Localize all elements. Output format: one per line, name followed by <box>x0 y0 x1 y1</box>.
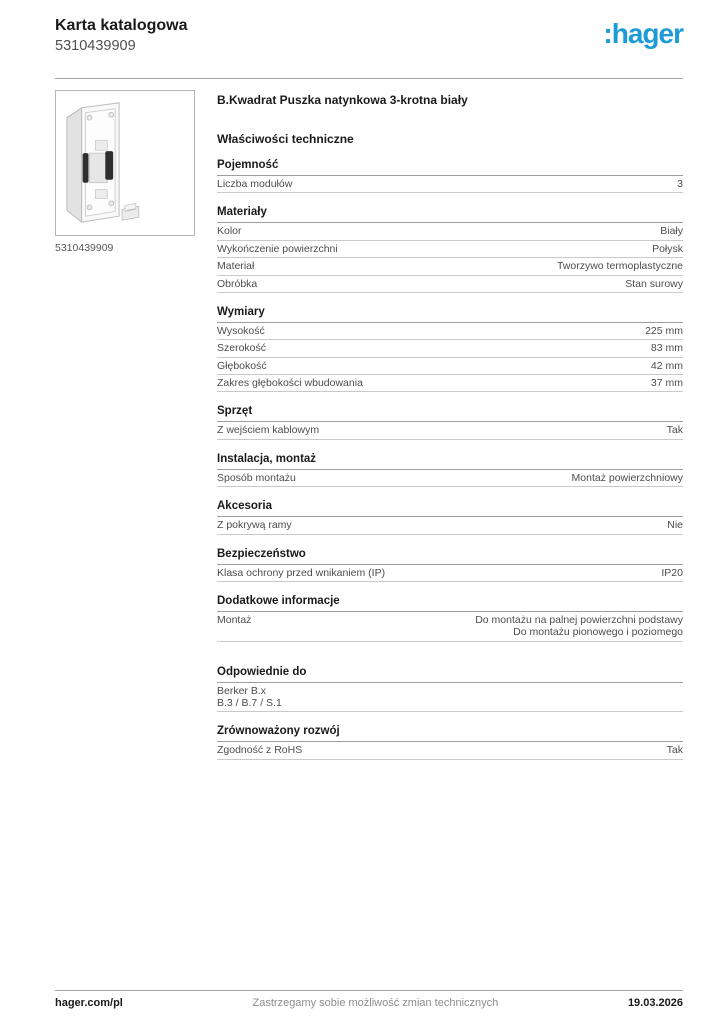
spec-value: IP20 <box>661 566 683 579</box>
footer-divider <box>55 990 683 991</box>
spec-row <box>217 517 683 534</box>
spec-value: 37 mm <box>650 377 683 389</box>
spec-value: Nie <box>667 519 683 532</box>
document-type-title: Karta katalogowa <box>55 17 188 34</box>
spec-value: Tak <box>666 744 683 757</box>
product-image <box>55 90 195 236</box>
spec-section <box>217 666 683 713</box>
spec-section-title: Odpowiednie do <box>217 666 683 683</box>
product-image-caption: 5310439909 <box>55 242 114 254</box>
spec-sections <box>217 159 683 760</box>
technical-properties-heading: Właściwości techniczne <box>217 132 354 146</box>
spec-row <box>217 358 683 375</box>
spec-row <box>217 276 683 293</box>
spec-section-title: Dodatkowe informacje <box>217 595 683 612</box>
spec-section <box>217 453 683 487</box>
spec-value: Tak <box>666 424 683 437</box>
main-content <box>55 90 683 760</box>
header-divider <box>55 78 683 79</box>
spec-value: 3 <box>677 178 683 190</box>
spec-row <box>217 470 683 487</box>
spec-label: Zakres głębokości wbudowania <box>217 377 363 389</box>
spec-row <box>217 258 683 275</box>
spec-label: Obróbka <box>217 277 258 290</box>
spec-section <box>217 159 683 193</box>
spec-label: Klasa ochrony przed wnikaniem (IP) <box>217 566 386 579</box>
spec-row <box>217 340 683 357</box>
product-image-column <box>55 90 197 760</box>
spec-label: Wysokość <box>217 324 265 337</box>
spec-row <box>217 241 683 258</box>
spec-label: Z wejściem kablowym <box>217 424 320 437</box>
spec-label: Liczba modułów <box>217 178 293 190</box>
spec-section <box>217 500 683 534</box>
spec-label: Zgodność z RoHS <box>217 744 303 757</box>
spec-section-title: Sprzęt <box>217 405 683 422</box>
spec-section <box>217 405 683 439</box>
spec-row <box>217 742 683 759</box>
footer-date: 19.03.2026 <box>627 997 683 1009</box>
product-title: B.Kwadrat Puszka natynkowa 3-krotna biały <box>217 93 468 107</box>
spec-label: Montaż <box>217 613 252 626</box>
spec-label: Głębokość <box>217 359 267 372</box>
product-photo-surface-mount-box <box>56 91 194 235</box>
spec-section-title: Wymiary <box>217 306 683 323</box>
spec-section-title: Zrównoważony rozwój <box>217 725 683 742</box>
spec-row <box>217 323 683 340</box>
spec-value: Tworzywo termoplastyczne <box>556 260 683 273</box>
spec-section <box>217 206 683 293</box>
spec-label: Z pokrywą ramy <box>217 519 292 532</box>
spec-value: Montaż powierzchniowy <box>571 471 683 484</box>
spec-row <box>217 375 683 392</box>
spec-value: Połysk <box>652 242 683 255</box>
spec-section-title: Pojemność <box>217 159 683 176</box>
spec-label: Materiał <box>217 260 255 273</box>
spec-value: Biały <box>660 225 683 238</box>
spec-section <box>217 548 683 582</box>
spec-column <box>217 90 683 760</box>
spec-row <box>217 176 683 193</box>
spec-label: Szerokość <box>217 342 267 355</box>
spec-row <box>217 683 683 713</box>
spec-section-title: Akcesoria <box>217 500 683 517</box>
hager-logo: :hager <box>603 18 683 49</box>
spec-line: B.3 / B.7 / S.1 <box>217 697 282 709</box>
page-header <box>55 16 683 54</box>
footer-disclaimer: Zastrzegamy sobie możliwość zmian technicznych <box>252 997 499 1009</box>
spec-value: 83 mm <box>650 342 683 355</box>
header-titles <box>55 16 187 54</box>
spec-label: Kolor <box>217 225 242 238</box>
header-product-code: 5310439909 <box>55 38 136 55</box>
spec-section-title: Instalacja, montaż <box>217 453 683 470</box>
page-footer <box>55 997 683 1009</box>
spec-value: Stan surowy <box>625 277 683 290</box>
spec-row <box>217 422 683 439</box>
spec-label: Wykończenie powierzchni <box>217 242 338 255</box>
spec-value: Do montażu na palnej powierzchni podstawy Do montażu pionowego i poziomego <box>475 613 683 639</box>
spec-value: 42 mm <box>650 359 683 372</box>
spec-line: Berker B.x <box>217 684 267 697</box>
spec-row <box>217 223 683 240</box>
footer-website: hager.com/pl <box>55 997 123 1009</box>
spec-section <box>217 725 683 759</box>
spec-section-title: Materiały <box>217 206 683 223</box>
spec-label: Sposób montażu <box>217 471 296 484</box>
spec-row <box>217 612 683 642</box>
spec-value: 225 mm <box>645 324 683 337</box>
spec-section <box>217 595 683 642</box>
spec-section <box>217 306 683 393</box>
spec-section-title: Bezpieczeństwo <box>217 548 683 565</box>
spec-row <box>217 565 683 582</box>
